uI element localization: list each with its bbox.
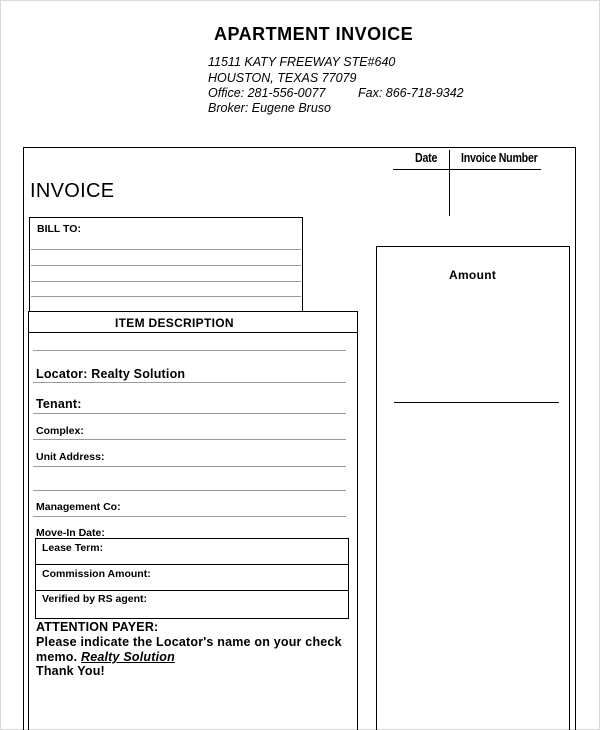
amount-line[interactable] (394, 402, 559, 403)
bill-to-line[interactable] (31, 249, 301, 250)
commission-label: Commission Amount: (42, 568, 151, 580)
lease-term-label: Lease Term: (42, 542, 104, 554)
attention-line-2-prefix: memo. (36, 650, 81, 664)
bill-to-line[interactable] (31, 296, 301, 297)
move-in-label: Move-In Date: (36, 527, 105, 539)
complex-line[interactable] (33, 439, 346, 440)
attention-locator-name: Realty Solution (80, 650, 175, 664)
complex-label: Complex: (36, 425, 84, 437)
lease-term-line[interactable] (35, 564, 349, 565)
attention-title: ATTENTION PAYER: (36, 620, 159, 634)
unit-address-label: Unit Address: (36, 451, 105, 463)
unit-address-line[interactable] (33, 490, 346, 491)
amount-box (376, 246, 570, 730)
bill-to-label: BILL TO: (37, 223, 81, 235)
date-number-divider (449, 150, 450, 216)
item-line[interactable] (33, 382, 346, 383)
thank-you: Thank You! (36, 664, 105, 678)
item-description-header: ITEM DESCRIPTION (115, 316, 234, 330)
broker-name: Broker: Eugene Bruso (208, 101, 331, 115)
locator-field: Locator: Realty Solution (36, 367, 186, 381)
tenant-line[interactable] (33, 413, 346, 414)
date-column-header: Date (415, 150, 438, 165)
management-label: Management Co: (36, 501, 121, 513)
tenant-label: Tenant: (36, 397, 82, 411)
invoice-label: INVOICE (30, 180, 115, 202)
commission-line[interactable] (35, 590, 349, 591)
item-line[interactable] (33, 350, 346, 351)
date-number-header-rule (393, 169, 541, 170)
address-line-2: HOUSTON, TEXAS 77079 (208, 71, 357, 85)
document-title: APARTMENT INVOICE (214, 24, 414, 44)
fax-number: Fax: 866-718-9342 (358, 86, 464, 100)
item-header-rule (28, 332, 358, 333)
bill-to-line[interactable] (31, 281, 301, 282)
management-line[interactable] (33, 516, 346, 517)
office-phone: Office: 281-556-0077 (208, 86, 326, 100)
verified-label: Verified by RS agent: (42, 593, 148, 605)
unit-address-line[interactable] (33, 466, 346, 467)
bill-to-line[interactable] (31, 265, 301, 266)
invoice-number-column-header: Invoice Number (461, 150, 538, 165)
address-line-1: 11511 KATY FREEWAY STE#640 (208, 55, 396, 69)
attention-line-2 (36, 650, 175, 664)
attention-line-1: Please indicate the Locator's name on your check (36, 635, 342, 649)
amount-header: Amount (449, 268, 497, 282)
